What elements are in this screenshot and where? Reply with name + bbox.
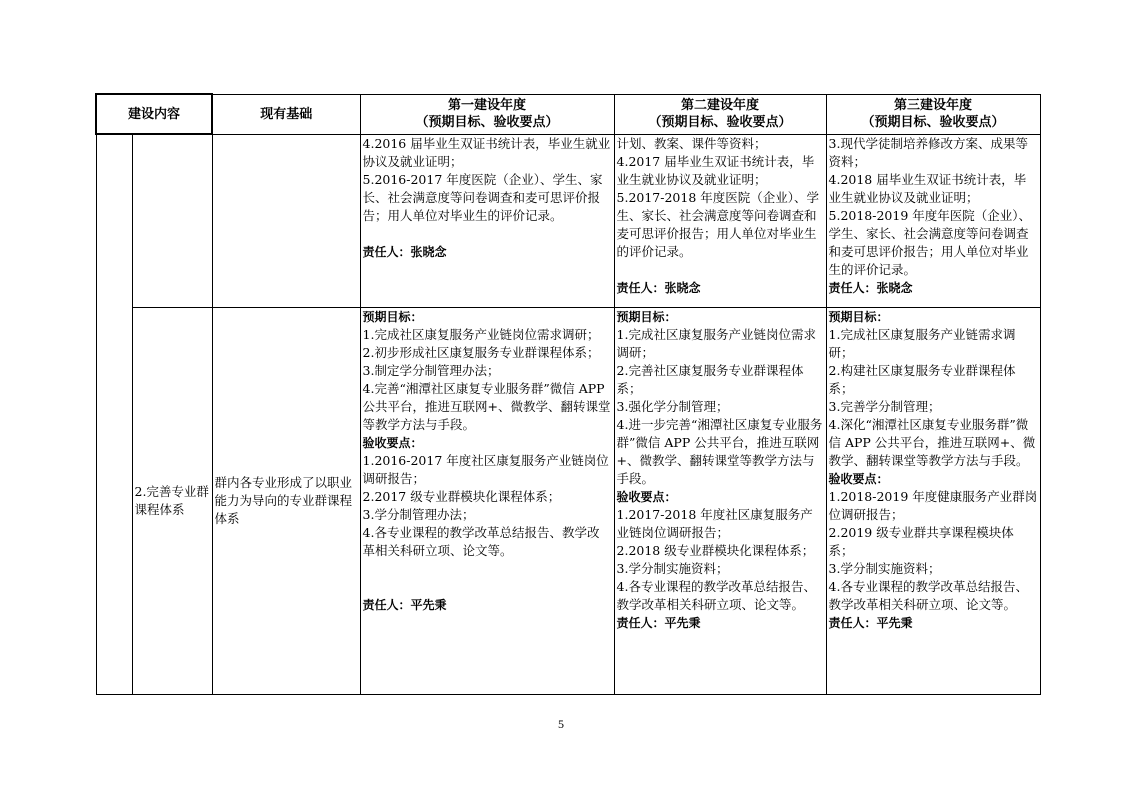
row2-year3-goal: 3.完善学分制管理； (828, 398, 941, 414)
header-construction-content: 建设内容 (96, 94, 212, 134)
header-year3-subtitle: （预期目标、验收要点） (861, 115, 1005, 130)
row2-year1-cell (360, 307, 614, 694)
page-number: 5 (558, 717, 564, 731)
header-year1 (360, 94, 614, 134)
table-row (96, 134, 1040, 307)
header-year2 (614, 94, 826, 134)
row1-year3-line: 5.2018-2019 年度年医院（企业）、学生、家长、社会满意度等问卷调查和麦可思评价报告；用人单位对毕业生的评价记录。 (828, 207, 1032, 277)
row2-year3-goal-title: 预期目标： (828, 309, 889, 324)
row2-year3-goal: 4.深化“湘潭社区康复专业服务群”微信 APP 公共平台，推进互联网+、微教学、翻转课堂等教学方法与手段。 (828, 416, 1036, 468)
row1-year1-cell (360, 134, 614, 307)
row1-year2-cell (614, 134, 826, 307)
row2-year1-goal: 3.制定学分制管理办法； (362, 362, 500, 378)
row2-year2-check: 4.各专业课程的教学改革总结报告、教学改革相关科研立项、论文等。 (616, 578, 816, 612)
header-year1-subtitle: （预期目标、验收要点） (415, 115, 559, 130)
row2-year1-goal: 4.完善“湘潭社区康复专业服务群”微信 APP 公共平台，推进互联网+、微教学、翻转课堂等教学方法与手段。 (362, 380, 611, 432)
row1-year1-owner: 责任人：张晓念 (362, 244, 447, 259)
row2-year2-goal: 3.强化学分制管理； (616, 398, 729, 414)
header-year2-title: 第二建设年度 (681, 98, 760, 113)
row2-year1-goal: 2.初步形成社区康复服务专业群课程体系； (362, 344, 600, 360)
header-existing-basis: 现有基础 (212, 94, 360, 134)
row1-year2-owner: 责任人：张晓念 (616, 280, 701, 295)
row2-year1-check-title: 验收要点： (362, 435, 423, 450)
row1-year3-cell (826, 134, 1040, 307)
row2-year1-owner: 责任人：平先秉 (362, 597, 447, 612)
table-row (96, 307, 1040, 694)
row1-year1-line: 5.2016-2017 年度医院（企业）、学生、家长、社会满意度等问卷调查和麦可思评价报告；用人单位对毕业生的评价记录。 (362, 171, 603, 223)
row1-year2-line: 计划、教案、课件等资料； (616, 135, 767, 151)
row2-year3-check-title: 验收要点： (828, 471, 889, 486)
row2-year3-owner: 责任人：平先秉 (828, 615, 913, 630)
row2-year3-check: 1.2018-2019 年度健康服务产业群岗位调研报告； (828, 488, 1038, 522)
header-year2-subtitle: （预期目标、验收要点） (648, 115, 792, 130)
index-cell (96, 134, 132, 694)
basis-cell-empty (212, 134, 360, 307)
row2-year2-check-title: 验收要点： (616, 489, 677, 504)
row1-year2-line: 4.2017 届毕业生双证书统计表，毕业生就业协议及就业证明； (616, 153, 815, 187)
content-cell: 2.完善专业群课程体系 (132, 307, 212, 694)
row2-year3-goal: 1.完成社区康复服务产业链需求调研； (828, 326, 1016, 360)
row2-year2-goal-title: 预期目标： (616, 309, 677, 324)
row2-year2-goal: 4.进一步完善“湘潭社区康复专业服务群”微信 APP 公共平台，推进互联网+、微教学、翻转课堂等教学方法与手段。 (616, 416, 823, 486)
project-table (95, 93, 1041, 695)
row1-year1-line: 4.2016 届毕业生双证书统计表，毕业生就业协议及就业证明； (362, 135, 611, 169)
row1-year3-line: 3.现代学徒制培养修改方案、成果等资料； (828, 135, 1028, 169)
row2-year2-check: 3.学分制实施资料； (616, 560, 729, 576)
header-year3-title: 第三建设年度 (894, 98, 973, 113)
row2-year2-check: 2.2018 级专业群模块化课程体系； (616, 542, 815, 558)
row2-year2-check: 1.2017-2018 年度社区康复服务产业链岗位调研报告； (616, 506, 813, 540)
row1-year3-line: 4.2018 届毕业生双证书统计表，毕业生就业协议及就业证明； (828, 171, 1027, 205)
row2-year3-goal: 2.构建社区康复服务专业群课程体系； (828, 362, 1016, 396)
basis-cell: 群内各专业形成了以职业能力为导向的专业群课程体系 (212, 307, 360, 694)
row2-year3-cell (826, 307, 1040, 694)
row2-year2-goal: 2.完善社区康复服务专业群课程体系； (616, 362, 804, 396)
row2-year1-check: 1.2016-2017 年度社区康复服务产业链岗位调研报告； (362, 452, 609, 486)
row2-year2-owner: 责任人：平先秉 (616, 615, 701, 630)
row2-year1-check: 2.2017 级专业群模块化课程体系； (362, 488, 561, 504)
row1-year2-line: 5.2017-2018 年度医院（企业）、学生、家长、社会满意度等问卷调查和麦可思评价报告；用人单位对毕业生的评价记录。 (616, 189, 820, 259)
row2-year1-goal-title: 预期目标： (362, 309, 423, 324)
row1-year3-owner: 责任人：张晓念 (828, 280, 913, 295)
row2-year2-goal: 1.完成社区康复服务产业链岗位需求调研； (616, 326, 816, 360)
row2-year2-cell (614, 307, 826, 694)
row2-year3-check: 4.各专业课程的教学改革总结报告、教学改革相关科研立项、论文等。 (828, 578, 1028, 612)
row2-year3-check: 3.学分制实施资料； (828, 560, 941, 576)
row2-year1-check: 3.学分制管理办法； (362, 506, 475, 522)
row2-year1-check: 4.各专业课程的教学改革总结报告、教学改革相关科研立项、论文等。 (362, 524, 600, 558)
header-year3 (826, 94, 1040, 134)
row2-year3-check: 2.2019 级专业群共享课程模块体系； (828, 524, 1014, 558)
header-year1-title: 第一建设年度 (448, 98, 527, 113)
row2-year1-goal: 1.完成社区康复服务产业链岗位需求调研； (362, 326, 600, 342)
content-cell-empty (132, 134, 212, 307)
header-row (96, 94, 1040, 134)
